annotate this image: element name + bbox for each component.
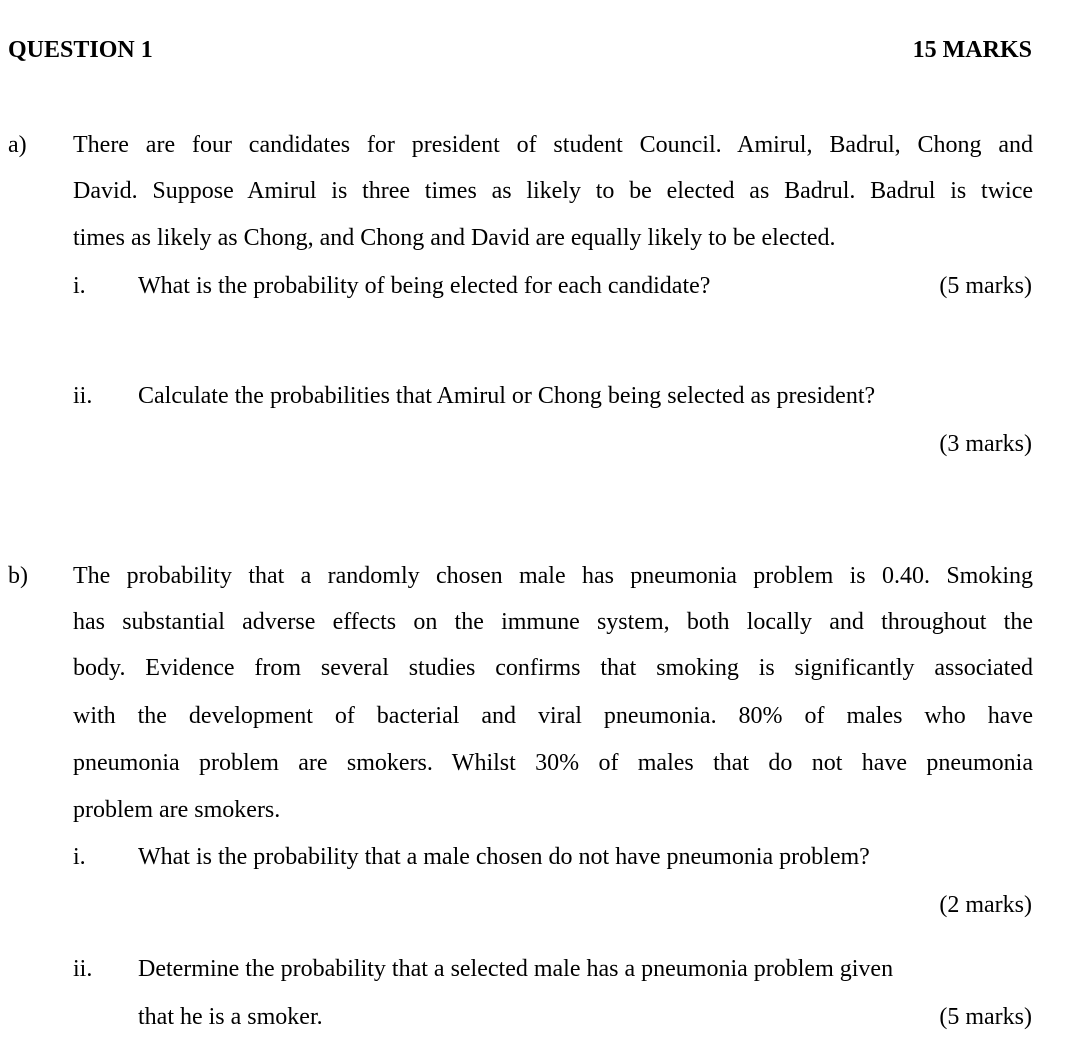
- part-b-label: b): [8, 563, 28, 589]
- question-marks: 15 MARKS: [912, 37, 1032, 63]
- question-title: QUESTION 1: [8, 37, 153, 63]
- a-i-text: What is the probability of being elected for each candidate?: [138, 273, 711, 299]
- b-i-marks: (2 marks): [939, 892, 1032, 918]
- b-ii-text: Determine the probability that a selected male has a pneumonia problem given: [138, 956, 894, 982]
- part-b-line: body. Evidence from several studies confirms that smoking is significantly associated: [73, 655, 1033, 681]
- a-i-number: i.: [73, 273, 86, 299]
- a-i-marks: (5 marks): [939, 273, 1032, 299]
- b-ii-number: ii.: [73, 956, 93, 982]
- part-b-line: has substantial adverse effects on the immune system, both locally and throughout the: [73, 609, 1033, 635]
- part-a-line: There are four candidates for president of student Council. Amirul, Badrul, Chong and: [73, 132, 1033, 158]
- part-b-line: pneumonia problem are smokers. Whilst 30% of males that do not have pneumonia: [73, 750, 1033, 776]
- a-ii-number: ii.: [73, 383, 93, 409]
- b-i-text: What is the probability that a male chosen do not have pneumonia problem?: [138, 844, 870, 870]
- part-b-line: The probability that a randomly chosen male has pneumonia problem is 0.40. Smoking: [73, 563, 1033, 589]
- a-ii-marks: (3 marks): [939, 431, 1032, 457]
- part-a-label: a): [8, 132, 27, 158]
- part-b-line: with the development of bacterial and viral pneumonia. 80% of males who have: [73, 703, 1033, 729]
- part-b-line: problem are smokers.: [73, 797, 281, 823]
- b-i-number: i.: [73, 844, 86, 870]
- b-ii-text-cont: that he is a smoker.: [138, 1004, 323, 1030]
- a-ii-text: Calculate the probabilities that Amirul or Chong being selected as president?: [138, 383, 876, 409]
- b-ii-marks: (5 marks): [939, 1004, 1032, 1030]
- part-a-line: times as likely as Chong, and Chong and David are equally likely to be elected.: [73, 225, 836, 251]
- part-a-line: David. Suppose Amirul is three times as likely to be elected as Badrul. Badrul is twice: [73, 178, 1033, 204]
